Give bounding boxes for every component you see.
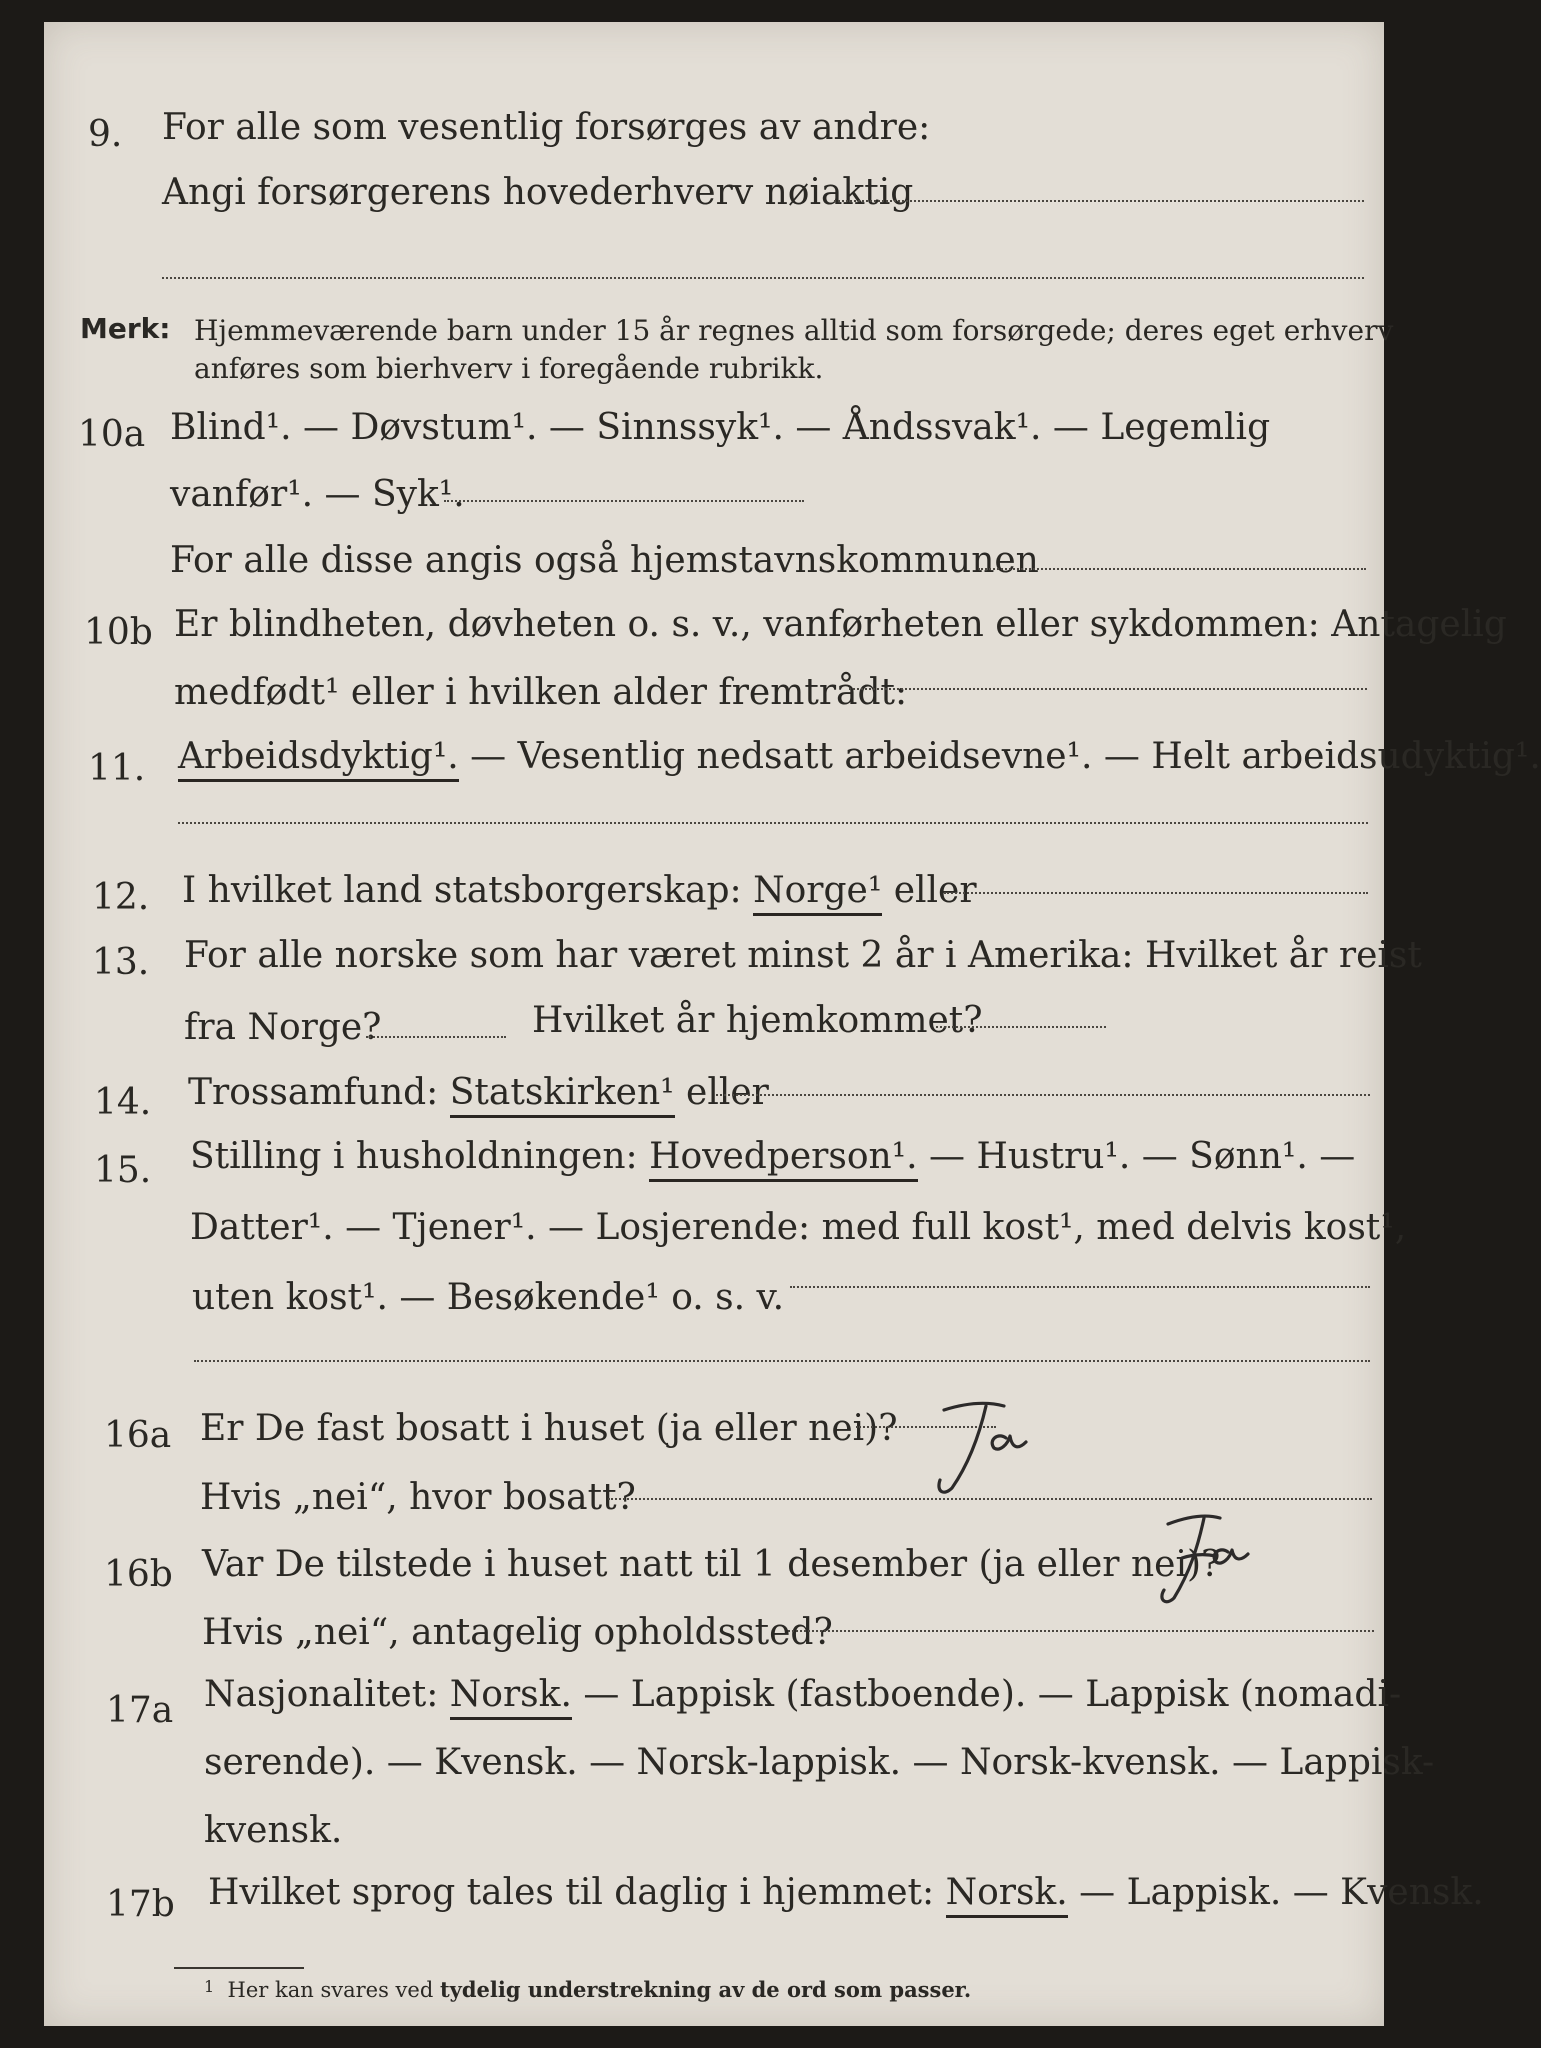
- q10a-line2: vanfør¹. — Syk¹.: [170, 474, 465, 515]
- item-number-13: 13.: [92, 942, 150, 983]
- q16b-line1: Var De tilstede i huset natt til 1 desember (ja eller nei)?: [202, 1544, 1221, 1585]
- q13-year-left-line[interactable]: [366, 1036, 506, 1038]
- q15-line1: Stilling i husholdningen: Hovedperson¹. — Hustru¹. — Sønn¹. —: [190, 1136, 1355, 1177]
- item-number-11: 11.: [88, 748, 146, 789]
- q10b-answer-line[interactable]: [849, 688, 1367, 690]
- q10a-home-municipality-line[interactable]: [978, 568, 1366, 570]
- merk-line1: Hjemmeværende barn under 15 år regnes alltid som forsørgede; deres eget erhverv: [194, 314, 1394, 347]
- q13-year-returned-line[interactable]: [936, 1026, 1106, 1028]
- item-number-17b: 17b: [106, 1884, 175, 1925]
- item-number-15: 15.: [94, 1150, 152, 1191]
- q17a-line3: kvensk.: [204, 1810, 343, 1851]
- q15-option-hovedperson-underlined[interactable]: Hovedperson¹.: [649, 1136, 918, 1182]
- q16b-where-line[interactable]: [788, 1630, 1374, 1632]
- q11-line: Arbeidsdyktig¹. — Vesentlig nedsatt arbeidsevne¹. — Helt arbeidsudyktig¹.: [178, 736, 1541, 777]
- merk-line2: anføres som bierhverv i foregående rubrikk.: [194, 352, 824, 385]
- item-number-10b: 10b: [84, 612, 153, 653]
- q14-answer-line[interactable]: [716, 1094, 1370, 1096]
- q11-answer-line[interactable]: [178, 822, 1368, 824]
- q10a-line1: Blind¹. — Døvstum¹. — Sinnssyk¹. — Åndssvak¹. — Legemlig: [170, 407, 1271, 448]
- q10a-line3: For alle disse angis også hjemstavnskommunen: [170, 540, 1039, 581]
- item-number-9: 9.: [88, 114, 123, 155]
- q17a-option-norsk-underlined[interactable]: Norsk.: [450, 1674, 572, 1720]
- q12-answer-line[interactable]: [944, 892, 1368, 894]
- item-number-17a: 17a: [106, 1690, 174, 1731]
- q13-line2a: fra Norge?: [184, 1007, 382, 1048]
- q10b-line2: medfødt¹ eller i hvilken alder fremtrådt:: [174, 672, 908, 713]
- q9-line1: For alle som vesentlig forsørges av andre:: [162, 107, 931, 148]
- q16a-line1: Er De fast bosatt i huset (ja eller nei)?: [200, 1408, 898, 1449]
- q15-line3: uten kost¹. — Besøkende¹ o. s. v.: [192, 1277, 785, 1318]
- q17a-line1: Nasjonalitet: Norsk. — Lappisk (fastboende). — Lappisk (nomadi-: [204, 1674, 1401, 1715]
- q13-line2b: Hvilket år hjemkommet?: [532, 1000, 983, 1041]
- q9-answer-line[interactable]: [834, 200, 1364, 202]
- q17b-line: Hvilket sprog tales til daglig i hjemmet: Norsk. — Lappisk. — Kvensk.: [208, 1872, 1484, 1913]
- q15-answer-line[interactable]: [790, 1286, 1370, 1288]
- footnote: $^1$ Her kan svares ved tydelig understrekning av de ord som passer.: [204, 1977, 972, 2002]
- item-number-14: 14.: [94, 1082, 152, 1123]
- q17a-line2: serende). — Kvensk. — Norsk-lappisk. — Norsk-kvensk. — Lappisk-: [204, 1742, 1435, 1783]
- census-form-page: [44, 22, 1541, 2026]
- q12-option-norge-underlined[interactable]: Norge¹: [753, 870, 882, 916]
- q14-option-statskirken-underlined[interactable]: Statskirken¹: [450, 1072, 675, 1118]
- item-number-16a: 16a: [104, 1415, 172, 1456]
- q16b-line2: Hvis „nei“, antagelig opholdssted?: [202, 1612, 833, 1653]
- q12-line: I hvilket land statsborgerskap: Norge¹ eller: [182, 870, 977, 911]
- q13-line1: For alle norske som har været minst 2 år i Amerika: Hvilket år reist: [184, 935, 1422, 976]
- q17b-option-norsk-underlined[interactable]: Norsk.: [946, 1872, 1068, 1918]
- q14-line: Trossamfund: Statskirken¹ eller: [188, 1072, 769, 1113]
- q11-option-arbeidsdyktig-underlined[interactable]: Arbeidsdyktig¹.: [178, 736, 459, 782]
- q15-answer-line2[interactable]: [194, 1360, 1370, 1362]
- item-number-12: 12.: [92, 877, 150, 918]
- q9-answer-line2[interactable]: [162, 277, 1364, 279]
- q10a-answer-line[interactable]: [444, 500, 804, 502]
- merk-label: Merk:: [80, 312, 171, 345]
- footnote-rule: [174, 1967, 304, 1969]
- item-number-10a: 10a: [78, 414, 146, 455]
- q15-line2: Datter¹. — Tjener¹. — Losjerende: med full kost¹, med delvis kost¹,: [190, 1207, 1407, 1248]
- handwritten-ja-16a: [914, 1392, 1054, 1502]
- q10b-line1: Er blindheten, døvheten o. s. v., vanførheten eller sykdommen: Antagelig: [174, 604, 1507, 645]
- q9-line2: Angi forsørgerens hovederhverv nøiaktig: [162, 172, 914, 213]
- q16a-line2: Hvis „nei“, hvor bosatt?: [200, 1477, 636, 1518]
- handwritten-ja-16b: [1134, 1502, 1274, 1612]
- item-number-16b: 16b: [104, 1554, 173, 1595]
